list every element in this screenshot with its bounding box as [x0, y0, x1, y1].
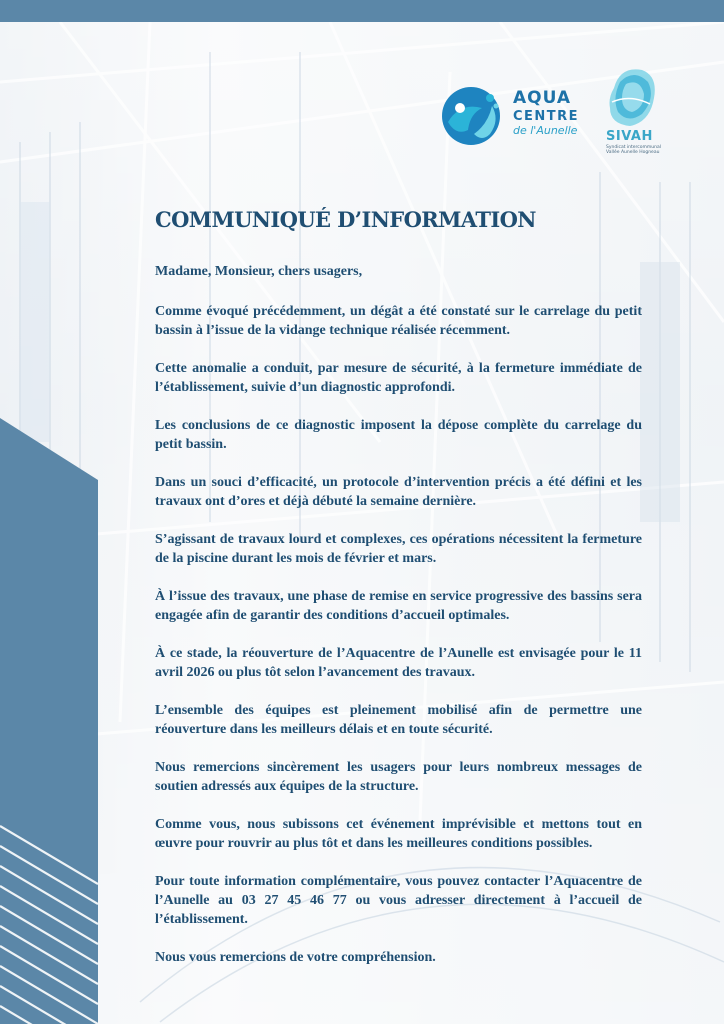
sivah-subtitle: Syndicat intercommunal Vallée Aunelle Hogneau [606, 145, 661, 156]
aqua-word: AQUA [513, 88, 572, 108]
aquacentre-wordmark [513, 90, 579, 136]
paragraph: À l’issue des travaux, une phase de remise en service progressive des bassins sera engagée afin de garantir des conditions d’accueil optimales. [155, 589, 642, 623]
sivah-wordmark [606, 130, 666, 156]
sivah-word: SIVAH [606, 129, 653, 144]
paragraph: Pour toute information complémentaire, vous pouvez contacter l’Aquacentre de l’Aunelle au 03 27 45 46 77 ou vous adresser directement à l’accueil de l’établissement. [155, 874, 642, 927]
greeting: Madame, Monsieur, chers usagers, [155, 264, 363, 279]
paragraph-closing: Nous vous remercions de votre compréhension. [155, 950, 436, 965]
paragraph: Dans un souci d’efficacité, un protocole d’intervention précis a été défini et les travaux ont d’ores et déjà débuté la semaine dernière. [155, 475, 642, 509]
communique-body [155, 205, 642, 986]
page-title: COMMUNIQUÉ D’INFORMATION [155, 207, 536, 232]
paragraph: Les conclusions de ce diagnostic imposent la dépose complète du carrelage du petit bassin. [155, 418, 642, 452]
paragraph: S’agissant de travaux lourd et complexes, ces opérations nécessitent la fermeture de la piscine durant les mois de février et mars. [155, 532, 642, 566]
paragraph: Nous remercions sincèrement les usagers pour leurs nombreux messages de soutien adressés aux équipes de la structure. [155, 760, 642, 794]
paragraph: À ce stade, la réouverture de l’Aquacentre de l’Aunelle est envisagée pour le 11 avril 2026 ou plus tôt selon l’avancement des travaux. [155, 646, 642, 680]
centre-word: CENTRE [513, 109, 580, 124]
paragraph: Comme vous, nous subissons cet événement imprévisible et mettons tout en œuvre pour rouvrir au plus tôt et dans les meilleures conditions possibles. [155, 817, 642, 851]
paragraph: Comme évoqué précédemment, un dégât a été constaté sur le carrelage du petit bassin à l’issue de la vidange technique réalisée récemment. [155, 304, 642, 338]
aunelle-word: de l'Aunelle [513, 124, 578, 137]
paragraph: Cette anomalie a conduit, par mesure de sécurité, à la fermeture immédiate de l’établissement, suivie d’un diagnostic approfondi. [155, 361, 642, 395]
paragraph: L’ensemble des équipes est pleinement mobilisé afin de permettre une réouverture dans les meilleurs délais et en toute sécurité. [155, 703, 642, 737]
